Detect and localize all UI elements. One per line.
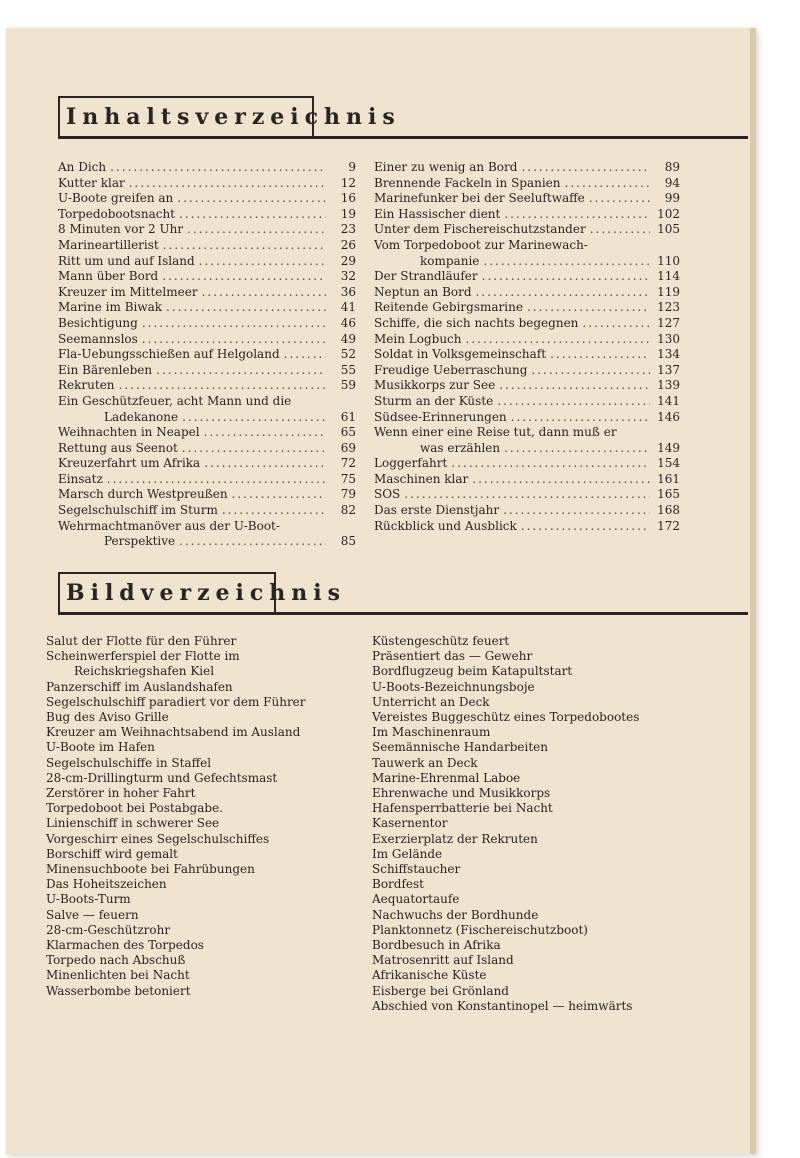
dot-leader bbox=[565, 176, 650, 192]
toc-heading-rule bbox=[58, 136, 748, 139]
toc-entry bbox=[58, 534, 356, 550]
book-page bbox=[6, 28, 756, 1154]
picture-caption: Bug des Aviso Grille bbox=[46, 710, 169, 725]
dot-leader bbox=[162, 269, 326, 285]
toc-right-column bbox=[374, 160, 680, 534]
picture-caption: Exerzierplatz der Rekruten bbox=[372, 831, 538, 846]
dot-leader bbox=[497, 394, 650, 410]
dot-leader bbox=[504, 441, 650, 457]
toc-entry bbox=[58, 332, 356, 348]
toc-entry bbox=[374, 410, 680, 426]
toc-entry-title: Ritt um und auf Island bbox=[58, 253, 195, 268]
dot-leader bbox=[451, 456, 650, 472]
dot-leader bbox=[222, 503, 326, 519]
picture-caption: Bordfest bbox=[372, 877, 424, 892]
toc-entry-title: Unter dem Fischereischutzstander bbox=[374, 222, 586, 237]
toc-entry-page: 65 bbox=[340, 425, 356, 440]
toc-entry-page: 94 bbox=[664, 175, 680, 190]
dot-leader bbox=[187, 222, 326, 238]
toc-entry-title: Reitende Gebirgsmarine bbox=[374, 300, 523, 315]
toc-entry bbox=[374, 269, 680, 285]
picture-caption: Bordflugzeug beim Katapultstart bbox=[372, 664, 573, 679]
toc-entry bbox=[58, 316, 356, 332]
toc-entry-title: Soldat in Volksgemeinschaft bbox=[374, 347, 547, 362]
toc-entry bbox=[374, 332, 680, 348]
picture-caption: Salve — feuern bbox=[46, 907, 139, 922]
dot-leader bbox=[521, 160, 650, 176]
toc-entry bbox=[58, 238, 356, 254]
dot-leader bbox=[511, 410, 650, 426]
picture-caption: Bordbesuch in Afrika bbox=[372, 938, 501, 953]
toc-entry bbox=[374, 394, 680, 410]
toc-entry-page: 105 bbox=[657, 222, 680, 237]
toc-entry-title: Neptun an Bord bbox=[374, 284, 472, 299]
toc-heading: Inhaltsverzeichnis bbox=[58, 96, 314, 138]
picture-caption: 28-cm-Geschützrohr bbox=[46, 922, 171, 937]
picture-caption: U-Boots-Bezeichnungsboje bbox=[372, 679, 535, 694]
toc-entry-title: Marinefunker bei der Seeluftwaffe bbox=[374, 191, 585, 206]
toc-entry-page: 127 bbox=[657, 315, 680, 330]
dot-leader bbox=[110, 160, 326, 176]
toc-entry bbox=[58, 410, 356, 426]
toc-entry-page: 19 bbox=[340, 206, 356, 221]
dot-leader bbox=[503, 503, 650, 519]
picture-caption: Zerstörer in hoher Fahrt bbox=[46, 786, 196, 801]
picture-caption: Aequatortaufe bbox=[372, 892, 460, 907]
toc-entry-page: 72 bbox=[340, 456, 356, 471]
toc-entry bbox=[374, 316, 680, 332]
toc-entry-title: Torpedobootsnacht bbox=[58, 206, 175, 221]
toc-entry bbox=[374, 472, 680, 488]
toc-entry-page: 29 bbox=[340, 253, 356, 268]
toc-entry bbox=[374, 285, 680, 301]
toc-entry-page: 9 bbox=[348, 160, 356, 174]
dot-leader bbox=[156, 363, 326, 379]
toc-entry bbox=[374, 222, 680, 238]
toc-entry-page: 110 bbox=[657, 253, 680, 268]
dot-leader bbox=[204, 425, 326, 441]
dot-leader bbox=[142, 316, 326, 332]
toc-entry bbox=[58, 254, 356, 270]
toc-entry-title: Rekruten bbox=[58, 378, 115, 393]
toc-entry-page: 123 bbox=[657, 300, 680, 315]
toc-entry-title: Musikkorps zur See bbox=[374, 378, 496, 393]
toc-entry-title: Loggerfahrt bbox=[374, 456, 448, 471]
pictures-heading: Bildverzeichnis bbox=[58, 572, 276, 614]
picture-caption: Tauwerk an Deck bbox=[372, 755, 478, 770]
toc-entry-page: 26 bbox=[340, 237, 356, 252]
toc-entry-page: 102 bbox=[657, 206, 680, 221]
picture-caption: Segelschulschiff paradiert vor dem Führer bbox=[46, 694, 306, 709]
toc-entry bbox=[374, 519, 680, 535]
toc-entry-title: Einsatz bbox=[58, 471, 103, 486]
toc-entry-title: Ladekanone bbox=[104, 409, 179, 424]
picture-caption: Küstengeschütz feuert bbox=[372, 634, 510, 648]
toc-entry-page: 146 bbox=[657, 409, 680, 424]
toc-entry-page: 154 bbox=[657, 456, 680, 471]
dot-leader bbox=[404, 487, 650, 503]
toc-entry-title: Kreuzer im Mittelmeer bbox=[58, 284, 198, 299]
toc-entry-title: Fla-Uebungsschießen auf Helgoland bbox=[58, 347, 280, 362]
toc-entry-title: Ein Geschützfeuer, acht Mann und die bbox=[58, 393, 292, 408]
picture-caption: Kasernentor bbox=[372, 816, 448, 831]
toc-entry-page: 141 bbox=[657, 393, 680, 408]
dot-leader bbox=[182, 441, 326, 457]
dot-leader bbox=[527, 300, 650, 316]
toc-entry-title: Ein Hassischer dient bbox=[374, 206, 501, 221]
toc-entry-title: Schiffe, die sich nachts begegnen bbox=[374, 315, 579, 330]
toc-entry-page: 36 bbox=[340, 284, 356, 299]
dot-leader bbox=[521, 519, 650, 535]
toc-entry-page: 168 bbox=[657, 503, 680, 518]
picture-caption: Schiffstaucher bbox=[372, 862, 461, 877]
toc-entry-page: 79 bbox=[340, 487, 356, 502]
dot-leader bbox=[232, 487, 326, 503]
picture-caption: Marine-Ehrenmal Laboe bbox=[372, 770, 521, 785]
picture-caption: 28-cm-Drillingturm und Gefechtsmast bbox=[46, 770, 278, 785]
toc-entry-page: 52 bbox=[340, 347, 356, 362]
picture-caption: Abschied von Konstantinopel — heimwärts bbox=[372, 998, 633, 1013]
toc-entry-page: 89 bbox=[664, 160, 680, 174]
picture-caption: Matrosenritt auf Island bbox=[372, 953, 514, 968]
toc-entry bbox=[58, 394, 356, 410]
toc-entry-title: Marsch durch Westpreußen bbox=[58, 487, 228, 502]
toc-entry-page: 139 bbox=[657, 378, 680, 393]
picture-caption: Vereistes Buggeschütz eines Torpedobootes bbox=[372, 710, 640, 725]
toc-entry-title: An Dich bbox=[58, 160, 107, 174]
picture-caption: Eisberge bei Grönland bbox=[372, 983, 509, 998]
toc-left-column bbox=[58, 160, 356, 550]
pictures-heading-rule bbox=[58, 612, 748, 615]
toc-entry bbox=[58, 269, 356, 285]
dot-leader bbox=[166, 300, 326, 316]
dot-leader bbox=[466, 332, 650, 348]
toc-entry bbox=[58, 300, 356, 316]
toc-entry-title: Freudige Ueberraschung bbox=[374, 362, 528, 377]
dot-leader bbox=[202, 285, 326, 301]
toc-entry-title: Perspektive bbox=[104, 534, 176, 549]
toc-entry bbox=[374, 456, 680, 472]
toc-entry bbox=[58, 191, 356, 207]
toc-entry bbox=[374, 487, 680, 503]
picture-caption: Borschiff wird gemalt bbox=[46, 846, 178, 861]
toc-entry-title: was erzählen bbox=[420, 440, 501, 455]
toc-entry bbox=[58, 519, 356, 535]
toc-entry bbox=[374, 363, 680, 379]
toc-entry-page: 69 bbox=[340, 440, 356, 455]
toc-entry-title: Maschinen klar bbox=[374, 471, 469, 486]
picture-caption: Planktonnetz (Fischereischutzboot) bbox=[372, 922, 588, 937]
picture-caption: Ehrenwache und Musikkorps bbox=[372, 786, 551, 801]
dot-leader bbox=[204, 456, 326, 472]
picture-caption: Reichskriegshafen Kiel bbox=[74, 664, 215, 679]
picture-caption: Das Hoheitszeichen bbox=[46, 877, 167, 892]
toc-entry-title: Das erste Dienstjahr bbox=[374, 503, 500, 518]
picture-caption: Salut der Flotte für den Führer bbox=[46, 634, 237, 648]
dot-leader bbox=[550, 347, 650, 363]
toc-entry-page: 82 bbox=[340, 503, 356, 518]
toc-entry-title: Vom Torpedoboot zur Marinewach- bbox=[374, 237, 588, 252]
toc-entry-title: Marineartillerist bbox=[58, 237, 159, 252]
toc-entry-page: 99 bbox=[664, 191, 680, 206]
dot-leader bbox=[177, 191, 326, 207]
toc-entry bbox=[374, 238, 680, 254]
toc-entry bbox=[374, 254, 680, 270]
dot-leader bbox=[129, 176, 326, 192]
dot-leader bbox=[142, 332, 326, 348]
toc-entry-title: Kutter klar bbox=[58, 175, 125, 190]
toc-entry-page: 12 bbox=[340, 175, 356, 190]
dot-leader bbox=[590, 222, 650, 238]
toc-entry-title: Segelschulschiff im Sturm bbox=[58, 503, 218, 518]
toc-entry-title: Mein Logbuch bbox=[374, 331, 462, 346]
dot-leader bbox=[199, 254, 326, 270]
picture-caption: Nachwuchs der Bordhunde bbox=[372, 907, 539, 922]
toc-entry-title: Rückblick und Ausblick bbox=[374, 518, 517, 533]
toc-entry-page: 41 bbox=[340, 300, 356, 315]
toc-entry-title: Brennende Fackeln in Spanien bbox=[374, 175, 561, 190]
toc-entry-title: Der Strandläufer bbox=[374, 269, 478, 284]
picture-caption: Torpedo nach Abschuß bbox=[46, 953, 186, 968]
dot-leader bbox=[179, 534, 326, 550]
toc-entry-page: 75 bbox=[340, 471, 356, 486]
dot-leader bbox=[107, 472, 326, 488]
toc-entry-title: Südsee-Erinnerungen bbox=[374, 409, 507, 424]
picture-caption: Linienschiff in schwerer See bbox=[46, 816, 220, 831]
dot-leader bbox=[499, 378, 650, 394]
toc-entry bbox=[58, 176, 356, 192]
toc-entry bbox=[58, 425, 356, 441]
toc-entry-title: SOS bbox=[374, 487, 401, 502]
toc-entry bbox=[374, 191, 680, 207]
dot-leader bbox=[483, 254, 650, 270]
toc-entry bbox=[58, 347, 356, 363]
picture-caption: Hafensperrbatterie bei Nacht bbox=[372, 801, 553, 816]
toc-entry-page: 46 bbox=[340, 315, 356, 330]
toc-entry-page: 134 bbox=[657, 347, 680, 362]
toc-entry bbox=[58, 160, 356, 176]
toc-entry-page: 165 bbox=[657, 487, 680, 502]
toc-entry-title: Weihnachten in Neapel bbox=[58, 425, 200, 440]
toc-entry-page: 55 bbox=[340, 362, 356, 377]
toc-entry-title: U-Boote greifen an bbox=[58, 191, 174, 206]
picture-caption: Minenlichten bei Nacht bbox=[46, 968, 190, 983]
toc-entry-page: 161 bbox=[657, 471, 680, 486]
toc-entry bbox=[58, 207, 356, 223]
toc-entry-page: 137 bbox=[657, 362, 680, 377]
picture-caption: Afrikanische Küste bbox=[372, 968, 487, 983]
toc-entry bbox=[374, 300, 680, 316]
toc-entry-page: 32 bbox=[340, 269, 356, 284]
dot-leader bbox=[119, 378, 326, 394]
picture-caption: U-Boote im Hafen bbox=[46, 740, 155, 755]
toc-entry-page: 16 bbox=[340, 191, 356, 206]
pictures-right-column bbox=[372, 634, 744, 1014]
toc-entry-title: Einer zu wenig an Bord bbox=[374, 160, 518, 174]
picture-caption: Im Maschinenraum bbox=[372, 725, 491, 740]
toc-entry bbox=[374, 503, 680, 519]
dot-leader bbox=[582, 316, 650, 332]
toc-entry-title: Rettung aus Seenot bbox=[58, 440, 178, 455]
toc-entry-title: Wenn einer eine Reise tut, dann muß er bbox=[374, 425, 617, 440]
dot-leader bbox=[182, 410, 326, 426]
picture-caption: Vorgeschirr eines Segelschulschiffes bbox=[46, 831, 270, 846]
toc-entry-title: Marine im Biwak bbox=[58, 300, 163, 315]
toc-entry-page: 172 bbox=[657, 518, 680, 533]
toc-entry bbox=[58, 378, 356, 394]
picture-caption: Scheinwerferspiel der Flotte im bbox=[46, 649, 240, 664]
pictures-left-column bbox=[46, 634, 366, 999]
toc-entry-title: Wehrmachtmanöver aus der U-Boot- bbox=[58, 518, 280, 533]
picture-caption: Segelschulschiffe in Staffel bbox=[46, 755, 212, 770]
dot-leader bbox=[504, 207, 650, 223]
toc-entry-page: 130 bbox=[657, 331, 680, 346]
picture-caption: Im Gelände bbox=[372, 846, 443, 861]
picture-caption: Präsentiert das — Gewehr bbox=[372, 649, 533, 664]
picture-caption: Torpedoboot bei Postabgabe. bbox=[46, 801, 223, 816]
toc-entry bbox=[374, 160, 680, 176]
toc-entry-title: Besichtigung bbox=[58, 315, 138, 330]
toc-entry bbox=[58, 487, 356, 503]
dot-leader bbox=[472, 472, 650, 488]
dot-leader bbox=[589, 191, 650, 207]
toc-entry-page: 61 bbox=[340, 409, 356, 424]
toc-entry-title: Sturm an der Küste bbox=[374, 393, 494, 408]
toc-entry bbox=[58, 503, 356, 519]
toc-entry bbox=[374, 207, 680, 223]
dot-leader bbox=[179, 207, 326, 223]
toc-entry-title: Kreuzerfahrt um Afrika bbox=[58, 456, 201, 471]
picture-caption: Kreuzer am Weihnachtsabend im Ausland bbox=[46, 725, 301, 740]
toc-entry-page: 119 bbox=[657, 284, 680, 299]
toc-entry bbox=[374, 378, 680, 394]
toc-entry bbox=[58, 285, 356, 301]
picture-caption: Wasserbombe betoniert bbox=[46, 983, 191, 998]
toc-entry-title: Mann über Bord bbox=[58, 269, 159, 284]
toc-entry bbox=[374, 425, 680, 441]
dot-leader bbox=[531, 363, 650, 379]
toc-entry bbox=[374, 176, 680, 192]
dot-leader bbox=[163, 238, 326, 254]
toc-entry bbox=[374, 347, 680, 363]
toc-entry-page: 49 bbox=[340, 331, 356, 346]
picture-caption: U-Boots-Turm bbox=[46, 892, 131, 907]
dot-leader bbox=[482, 269, 650, 285]
toc-entry-title: 8 Minuten vor 2 Uhr bbox=[58, 222, 184, 237]
picture-caption: Seemännische Handarbeiten bbox=[372, 740, 548, 755]
picture-caption: Panzerschiff im Auslandshafen bbox=[46, 679, 233, 694]
toc-entry-title: Seemannslos bbox=[58, 331, 138, 346]
toc-entry bbox=[58, 456, 356, 472]
toc-entry bbox=[58, 222, 356, 238]
toc-entry-page: 85 bbox=[340, 534, 356, 549]
dot-leader bbox=[476, 285, 650, 301]
toc-entry-title: Ein Bärenleben bbox=[58, 362, 153, 377]
toc-entry-page: 114 bbox=[657, 269, 680, 284]
toc-entry bbox=[58, 363, 356, 379]
dot-leader bbox=[284, 347, 326, 363]
picture-caption: Unterricht an Deck bbox=[372, 694, 490, 709]
toc-entry-page: 59 bbox=[340, 378, 356, 393]
picture-caption: Minensuchboote bei Fahrübungen bbox=[46, 862, 255, 877]
toc-entry-page: 23 bbox=[340, 222, 356, 237]
toc-entry-page: 149 bbox=[657, 440, 680, 455]
toc-entry bbox=[58, 441, 356, 457]
picture-caption: Klarmachen des Torpedos bbox=[46, 938, 204, 953]
toc-entry-title: kompanie bbox=[420, 253, 480, 268]
toc-entry bbox=[58, 472, 356, 488]
toc-entry bbox=[374, 441, 680, 457]
